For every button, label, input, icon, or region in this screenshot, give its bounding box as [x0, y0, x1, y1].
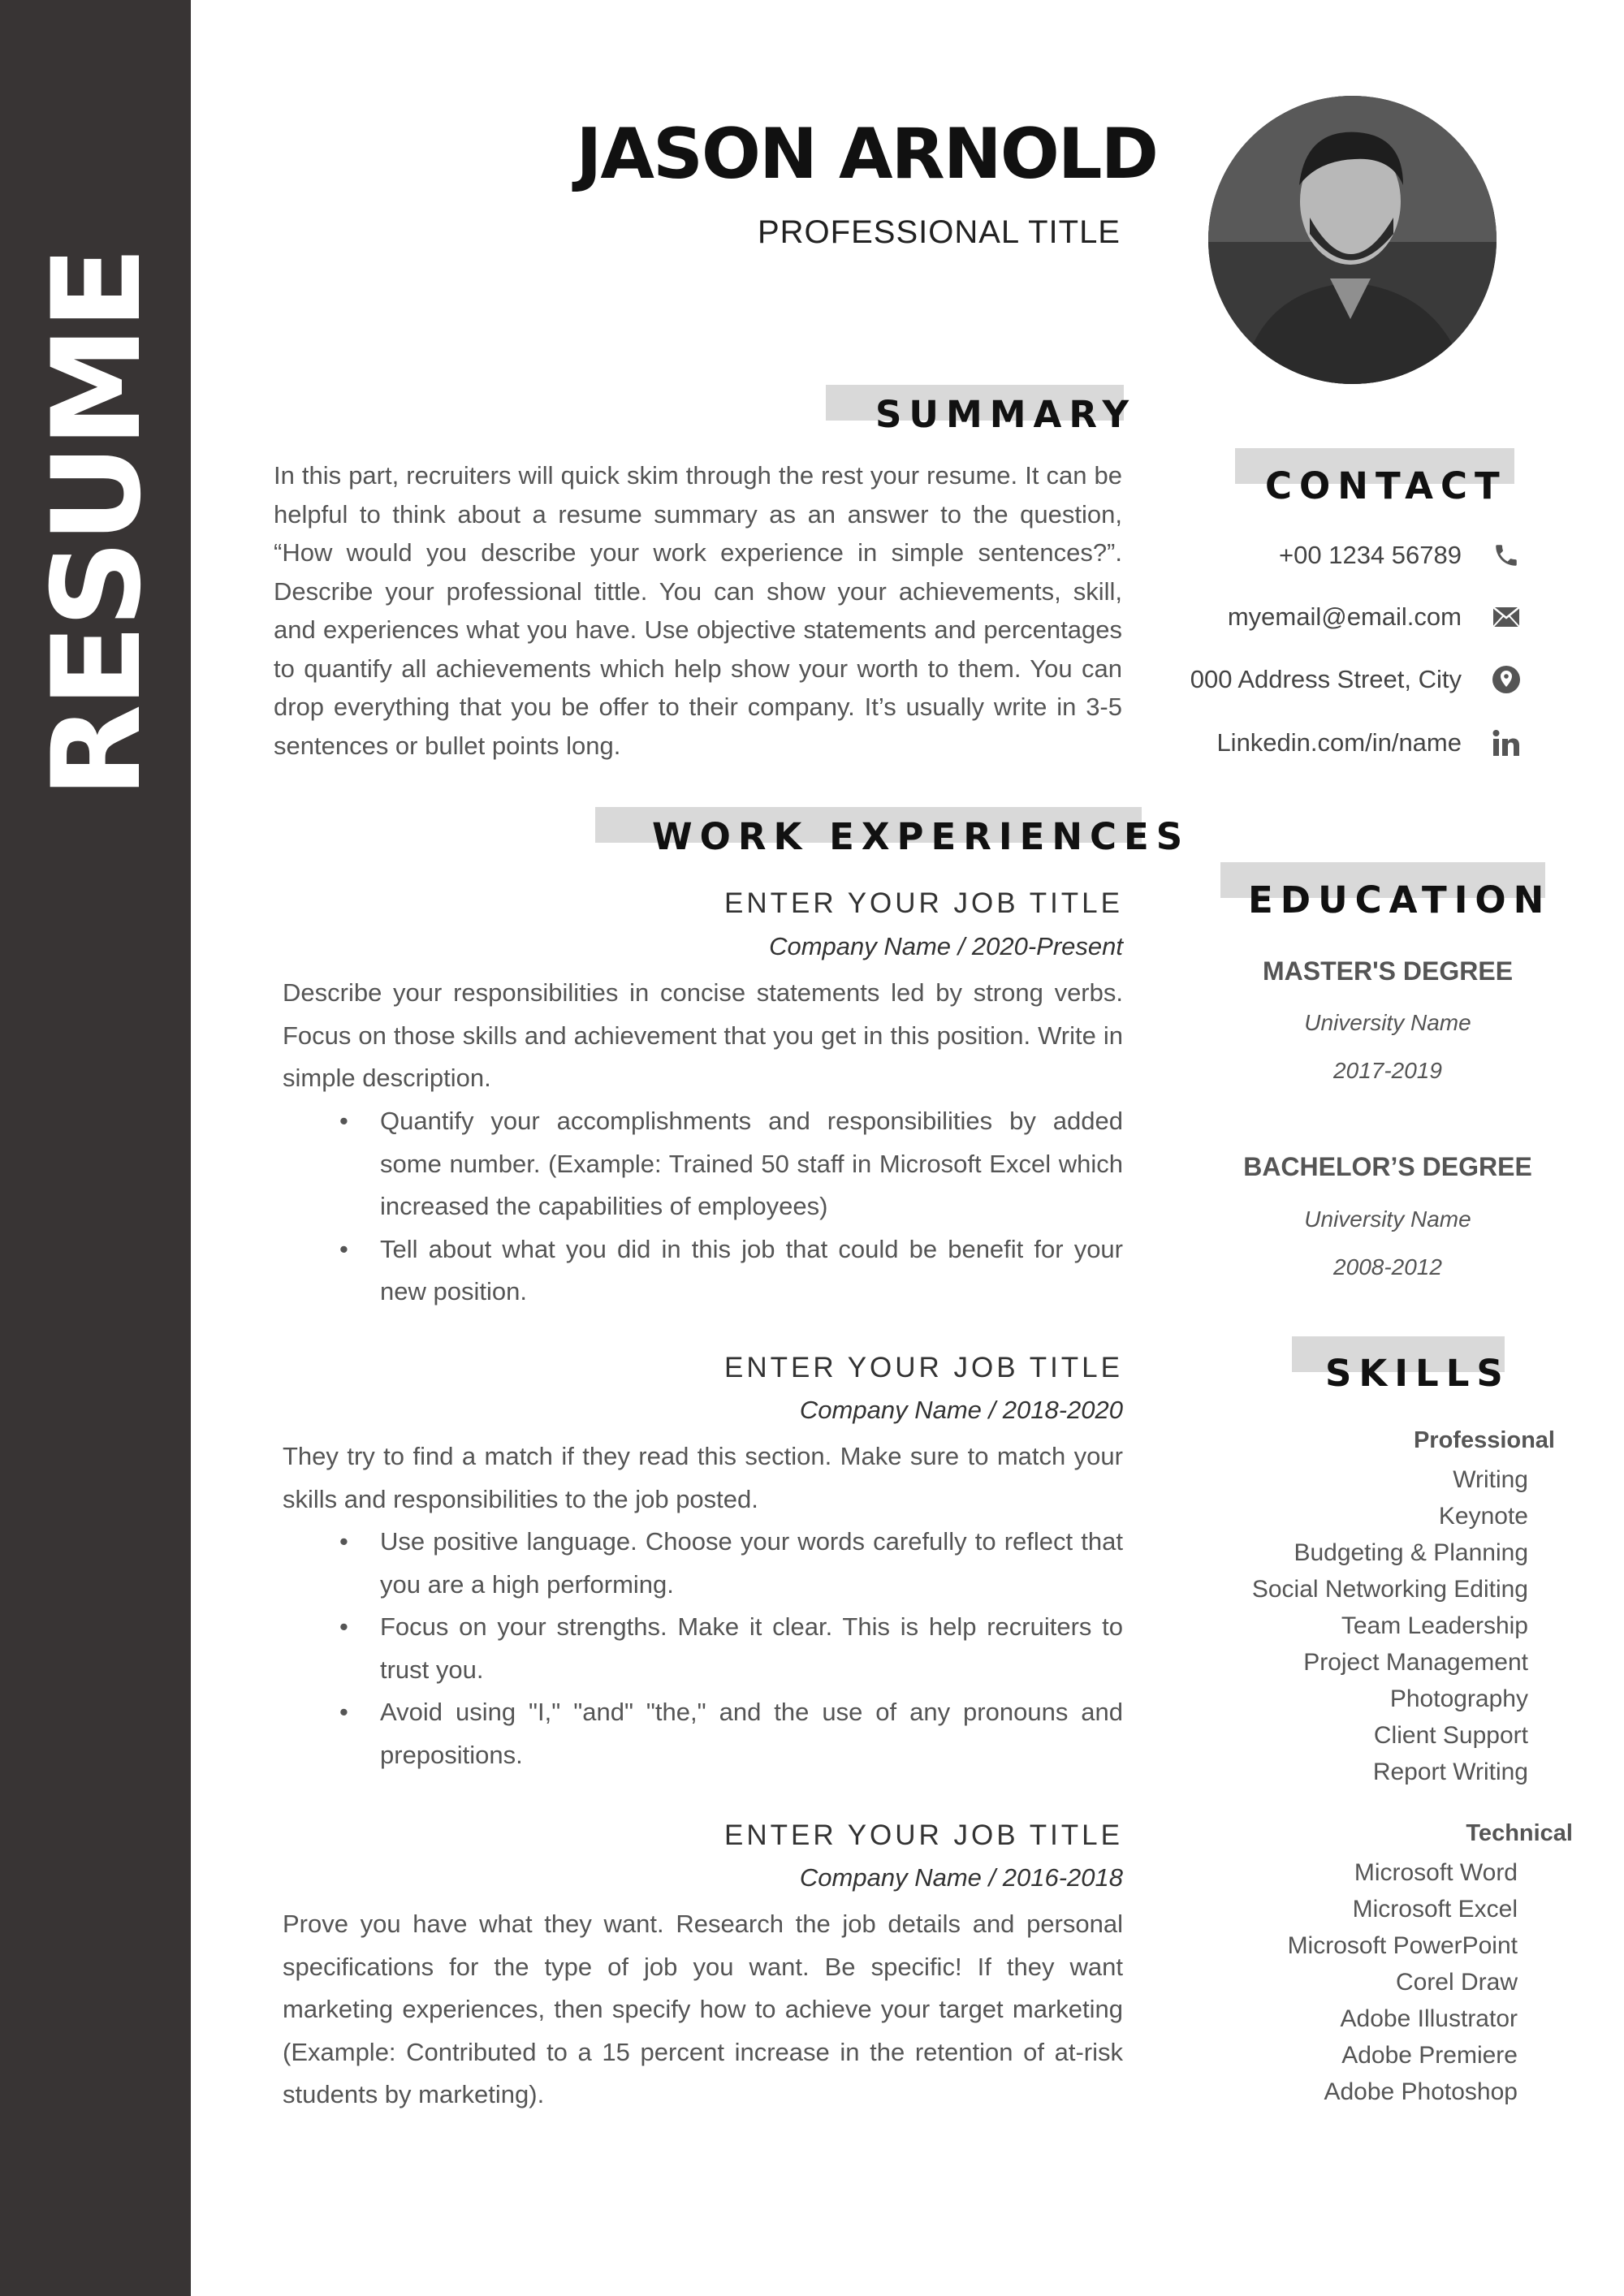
years-1: 2017-2019: [1333, 1058, 1442, 1083]
linkedin-icon: [1489, 726, 1523, 760]
job-description-1: Describe your responsibilities in concise statements led by strong verbs. Focus on those skills and achievement that you get in this position. Write in simple description.: [283, 978, 1123, 1092]
summary-text: In this part, recruiters will quick skim through the rest your resume. It can be helpful to think about a resume summary as an answer to the question, “How would you describe your work experience in simple sentences?”. Describe your professional tittle. You can show your achievements, skill, and experiences what you have. Use objective statements and percentages to quantify all achievements which help show your worth to them. You can drop everything that you be offer to their company. It’s usually write in 3-5 sentences or bullet points long.: [274, 461, 1122, 760]
company-line-3: Company Name / 2016-2018: [799, 1863, 1123, 1892]
phone-icon: [1489, 538, 1523, 572]
skill-item: Keynote: [1438, 1503, 1528, 1530]
bullet-item: • Tell about what you did in this job that could be benefit for your new position.: [339, 1234, 1123, 1306]
job-title-1: ENTER YOUR JOB TITLE: [723, 887, 1123, 919]
bullet-item: • Quantify your accomplishments and responsibilities by added some number. (Example: Trained 50 staff in Microsoft Excel which increased the capabilities of employees): [339, 1107, 1123, 1220]
skill-item: Microsoft PowerPoint: [1287, 1932, 1518, 1959]
address-text: 000 Address Street, City: [1190, 665, 1462, 693]
candidate-name: JASON ARNOLD: [576, 114, 1157, 195]
skill-item: Report Writing: [1372, 1759, 1528, 1785]
contact-email[interactable]: [1228, 597, 1523, 637]
skills-technical-label: Technical: [1466, 1820, 1573, 1846]
school-1: University Name: [1304, 1010, 1471, 1035]
vertical-resume-word: RESUME: [27, 249, 168, 798]
job-description-3: Prove you have what they want. Research the job details and personal specifications for the type of job you want. Be specific! If they want marketing experiences, then specify how to achieve your target marketing (Example: Contributed to a 15 percent increase in the retention of at-risk students by marketing).: [283, 1910, 1123, 2108]
years-2: 2008-2012: [1333, 1254, 1442, 1280]
company-line-2: Company Name / 2018-2020: [799, 1396, 1123, 1424]
job-bullets-1: [283, 1100, 1123, 1314]
professional-title: PROFESSIONAL TITLE: [757, 214, 1121, 250]
summary-heading: SUMMARY: [875, 393, 1137, 436]
bullet-item: • Use positive language. Choose your words carefully to reflect that you are a high performing.: [339, 1527, 1123, 1599]
skill-item: Adobe Premiere: [1341, 2042, 1518, 2069]
skill-item: Photography: [1389, 1685, 1528, 1712]
skills-professional-label: Professional: [1413, 1427, 1555, 1453]
phone-text: +00 1234 56789: [1279, 541, 1462, 569]
skills-heading: SKILLS: [1325, 1352, 1510, 1395]
skill-item: Adobe Illustrator: [1340, 2005, 1518, 2032]
person-portrait-icon: [1208, 96, 1497, 384]
degree-1: MASTER'S DEGREE: [1262, 956, 1514, 986]
work-experiences-heading: WORK EXPERIENCES: [652, 815, 1190, 858]
skill-item: Project Management: [1303, 1649, 1528, 1676]
skill-item: Social Networking Editing: [1251, 1576, 1528, 1603]
technical-skills-list: [1288, 1854, 1518, 2110]
school-2: University Name: [1304, 1206, 1471, 1232]
linkedin-text: Linkedin.com/in/name: [1216, 728, 1462, 757]
skill-item: Corel Draw: [1395, 1969, 1518, 1996]
skill-item: Team Leadership: [1341, 1612, 1528, 1639]
skill-item: Microsoft Excel: [1352, 1896, 1518, 1923]
contact-linkedin[interactable]: [1216, 723, 1523, 763]
contact-heading: CONTACT: [1265, 464, 1507, 507]
job-bullets-2: [283, 1521, 1123, 1776]
bullet-item: • Focus on your strengths. Make it clear. This is help recruiters to trust you.: [339, 1612, 1123, 1684]
contact-address[interactable]: [1190, 659, 1523, 700]
professional-skills-list: [1252, 1461, 1528, 1790]
envelope-icon: [1489, 600, 1523, 634]
skill-item: Budgeting & Planning: [1294, 1539, 1528, 1566]
skill-item: Client Support: [1373, 1722, 1528, 1749]
bullet-item: • Avoid using "I," "and" "the," and the use of any pronouns and prepositions.: [339, 1698, 1123, 1769]
email-text: myemail@email.com: [1227, 602, 1462, 631]
profile-photo: [1208, 96, 1497, 384]
contact-phone[interactable]: [1279, 535, 1523, 576]
skill-item: Microsoft Word: [1354, 1859, 1518, 1886]
job-title-2: ENTER YOUR JOB TITLE: [723, 1352, 1123, 1383]
degree-2: BACHELOR’S DEGREE: [1243, 1152, 1532, 1181]
company-line-1: Company Name / 2020-Present: [769, 932, 1123, 960]
education-heading: EDUCATION: [1248, 878, 1552, 921]
skill-item: Writing: [1453, 1466, 1528, 1493]
job-title-3: ENTER YOUR JOB TITLE: [723, 1819, 1123, 1851]
location-pin-icon: [1489, 662, 1523, 697]
skill-item: Adobe Photoshop: [1324, 2078, 1518, 2105]
job-description-2: They try to find a match if they read this section. Make sure to match your skills and responsibilities to the job posted.: [283, 1442, 1123, 1513]
